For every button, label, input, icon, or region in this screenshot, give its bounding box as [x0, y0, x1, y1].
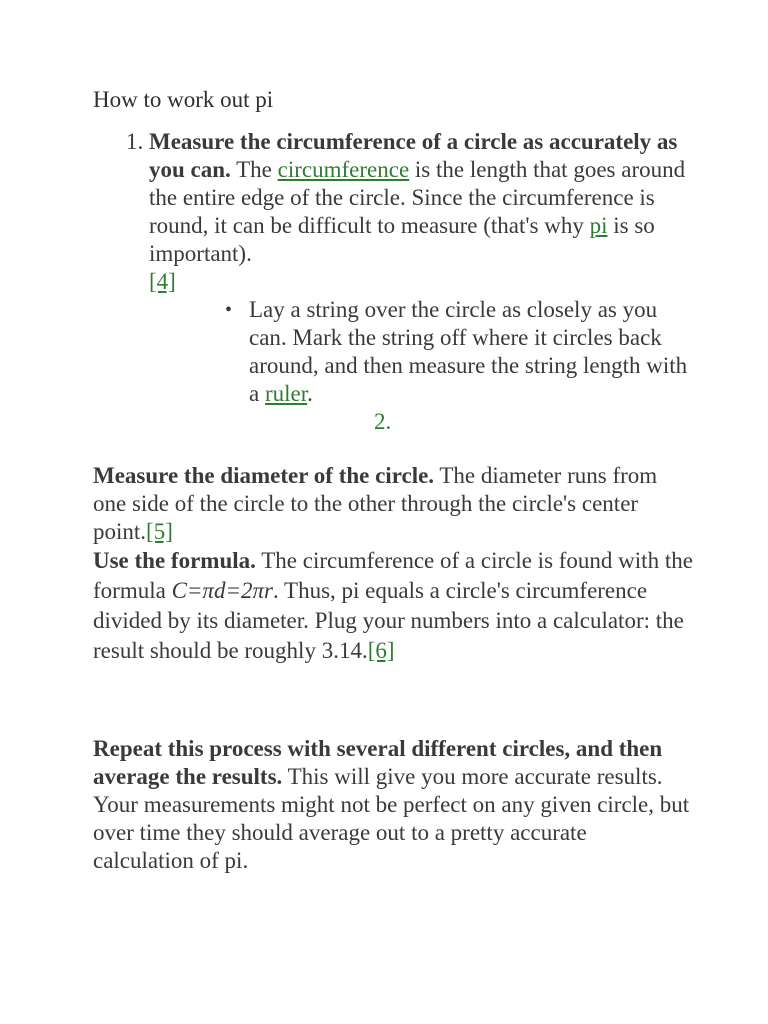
step-1-heading: Measure the circumference of a circle as accurately as you can. [149, 129, 678, 182]
formula-text-b: . Thus, pi equals a circle's circumference divided by its diameter. Plug your numbers into a calculator: the result should be roughly 3.14. [93, 578, 684, 663]
formula-paragraph [93, 546, 693, 666]
bullet-icon: • [225, 299, 233, 321]
pi-link[interactable]: pi [589, 213, 608, 238]
diameter-paragraph [93, 462, 693, 546]
diameter-text: The diameter runs from one side of the circle to the other through the circle's center point. [93, 463, 658, 544]
step-1-number: 1. [126, 129, 144, 154]
circumference-link[interactable]: circumference [277, 157, 410, 182]
formula-math: C=πd=2πr [171, 578, 273, 603]
formula-heading: Use the formula. [93, 548, 256, 573]
bullet-text-end: . [307, 381, 313, 406]
diameter-heading: Measure the diameter of the circle. [93, 463, 435, 488]
repeat-paragraph [93, 735, 693, 875]
bullet-item [249, 296, 689, 408]
page-title: How to work out pi [93, 87, 274, 112]
formula-text-a: The circumference of a circle is found with the formula [93, 548, 693, 603]
reference-4-link[interactable]: [4] [149, 269, 176, 294]
repeat-heading: Repeat this process with several different circles, and then average the results. [93, 736, 663, 789]
step-2-number: 2. [374, 409, 392, 434]
step-1-text-c: is so important). [149, 213, 655, 266]
reference-5-link[interactable]: [5] [146, 519, 173, 544]
bullet-text: Lay a string over the circle as closely as you can. Mark the string off where it circles back around, and then measure the string length with a [249, 297, 688, 406]
step-1-paragraph [149, 128, 709, 296]
step-1-text-b: is the length that goes around the entire edge of the circle. Since the circumference is round, it can be difficult to measure (that's why [149, 157, 686, 238]
step-1-text-a: The [230, 157, 278, 182]
ruler-link[interactable]: ruler [264, 381, 308, 406]
reference-6-link[interactable]: [6] [367, 638, 395, 663]
repeat-text: This will give you more accurate results. Your measurements might not be perfect on any given circle, but over time they should average out to a pretty accurate calculation of pi. [93, 764, 690, 873]
